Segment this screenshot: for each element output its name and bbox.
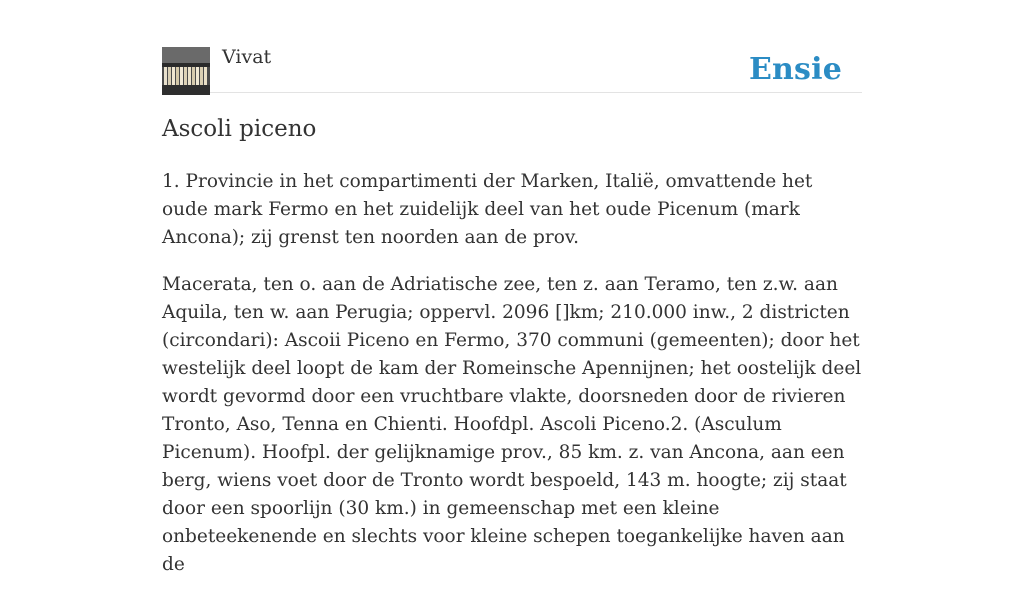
header: [162, 0, 862, 93]
brand-logo[interactable]: Ensie: [748, 52, 842, 87]
library-shelves-avatar-icon: [162, 47, 210, 95]
article-body: [162, 168, 862, 598]
article-title: Ascoli piceno: [162, 116, 317, 142]
article-paragraph: 1. Provincie in het compartimenti der Marken, Italië, omvattende het oude mark Fermo en het zuidelijk deel van het oude Picenum (mark Ancona); zij grenst ten noorden aan de prov.: [162, 171, 813, 248]
page-container: [162, 0, 862, 575]
article-paragraph: Macerata, ten o. aan de Adriatische zee, ten z. aan Teramo, ten z.w. aan Aquila, ten w. aan Perugia; oppervl. 2096 []km; 210.000 inw., 2 districten (circondari): Ascoii Piceno en Fermo, 370 communi (gemeenten); door het westelijk deel loopt de kam der Romeinsche Apennijnen; het oostelijk deel wordt gevormd door een vruchtbare vlakte, doorsneden door de rivieren Tronto, Aso, Tenna en Chienti. Hoofdpl. Ascoli Piceno.2. (Asculum Picenum). Hoofpl. der gelijknamige prov., 85 km. z. van Ancona, aan een berg, wiens voet door de Tronto wordt bespoeld, 143 m. hoogte; zij staat door een spoorlijn (30 km.) in gemeenschap met een kleine onbeteekenende en slechts voor kleine schepen toegankelijke haven aan de: [162, 274, 862, 575]
avatar[interactable]: [162, 47, 210, 95]
username[interactable]: Vivat: [222, 46, 272, 68]
